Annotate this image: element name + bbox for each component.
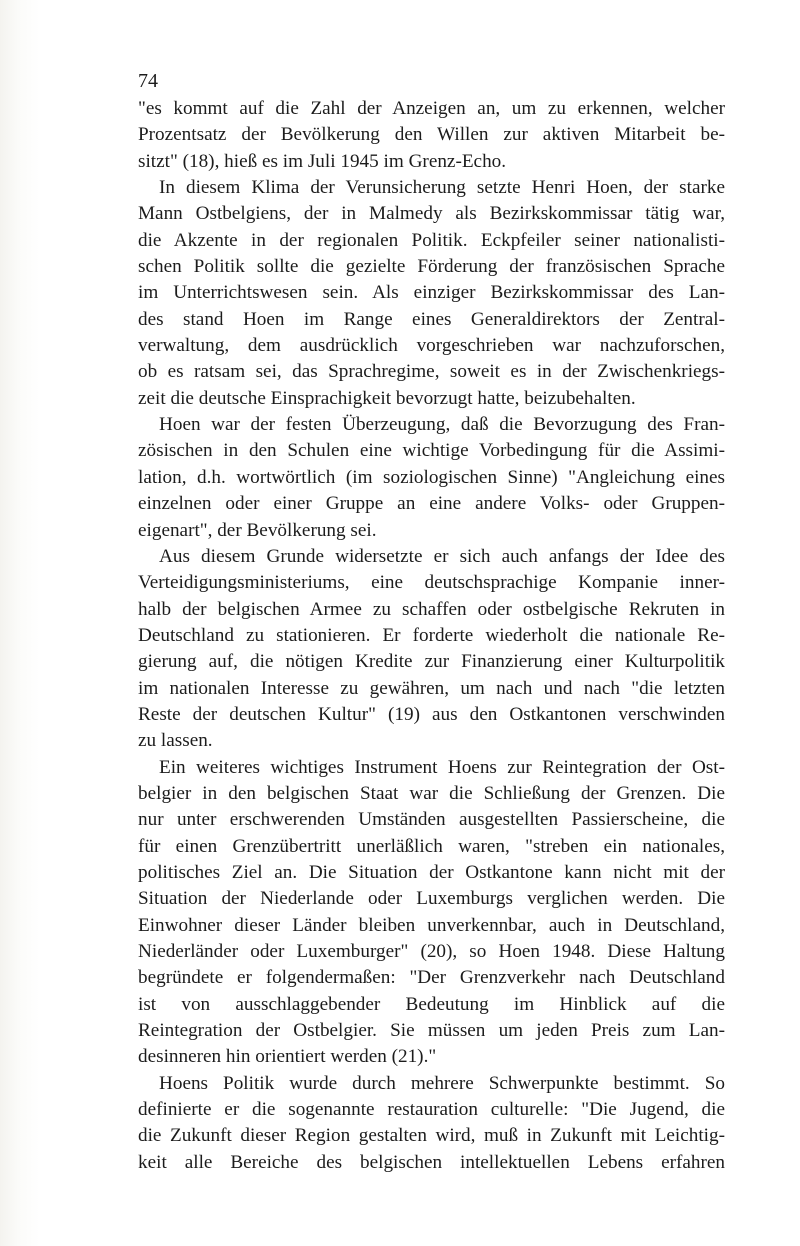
text-line: im Unterrichtswesen sein. Als einziger Bezirkskommissar des Lan- xyxy=(138,282,725,304)
text-line: die Zukunft dieser Region gestalten wird, muß in Zukunft mit Leichtig- xyxy=(138,1125,725,1147)
text-line: Prozentsatz der Bevölkerung den Willen zur aktiven Mitarbeit be- xyxy=(138,124,725,146)
text-line: Deutschland zu stationieren. Er forderte wiederholt die nationale Re- xyxy=(138,624,725,646)
text-line: Verteidigungsministeriums, eine deutschsprachige Kompanie inner- xyxy=(138,572,725,594)
text-line: Aus diesem Grunde widersetzte er sich auch anfangs der Idee des xyxy=(159,545,725,567)
text-line: sitzt" (18), hieß es im Juli 1945 im Grenz-Echo. xyxy=(138,150,507,172)
text-line: verwaltung, dem ausdrücklich vorgeschrieben war nachzuforschen, xyxy=(138,335,725,357)
text-line: ist von ausschlaggebender Bedeutung im Hinblick auf die xyxy=(138,993,725,1015)
text-line: Reintegration der Ostbelgier. Sie müssen um jeden Preis zum Lan- xyxy=(138,1020,725,1042)
text-line: belgier in den belgischen Staat war die Schließung der Grenzen. Die xyxy=(138,782,725,804)
text-line: zösischen in den Schulen eine wichtige Vorbedingung für die Assimi- xyxy=(138,440,725,462)
text-line: In diesem Klima der Verunsicherung setzte Henri Hoen, der starke xyxy=(159,177,725,199)
body-text xyxy=(138,96,725,1176)
text-line: desinneren hin orientiert werden (21)." xyxy=(138,1046,437,1068)
text-line: Hoens Politik wurde durch mehrere Schwerpunkte bestimmt. So xyxy=(159,1072,725,1094)
text-line: Mann Ostbelgiens, der in Malmedy als Bezirkskommissar tätig war, xyxy=(138,203,725,225)
text-line: Hoen war der festen Überzeugung, daß die Bevorzugung des Fran- xyxy=(159,414,725,436)
text-line: "es kommt auf die Zahl der Anzeigen an, um zu erkennen, welcher xyxy=(138,98,725,119)
text-line: des stand Hoen im Range eines Generaldirektors der Zentral- xyxy=(138,308,725,330)
text-line: eigenart", der Bevölkerung sei. xyxy=(138,519,377,541)
text-line: ob es ratsam sei, das Sprachregime, soweit es in der Zwischenkriegs- xyxy=(138,361,725,383)
text-line: einzelnen oder einer Gruppe an eine andere Volks- oder Gruppen- xyxy=(138,493,725,515)
text-line: Situation der Niederlande oder Luxemburgs verglichen werden. Die xyxy=(138,888,725,910)
text-line: lation, d.h. wortwörtlich (im soziologischen Sinne) "Angleichung eines xyxy=(138,466,725,488)
text-line: Einwohner dieser Länder bleiben unverkennbar, auch in Deutschland, xyxy=(138,914,725,936)
text-line: zu lassen. xyxy=(138,730,213,752)
text-line: keit alle Bereiche des belgischen intellektuellen Lebens erfahren xyxy=(138,1151,725,1173)
text-line: schen Politik sollte die gezielte Förderung der französischen Sprache xyxy=(138,256,725,278)
text-line: zeit die deutsche Einsprachigkeit bevorzugt hatte, beizubehalten. xyxy=(138,387,636,409)
page-number: 74 xyxy=(138,70,158,92)
text-line: definierte er die sogenannte restauration culturelle: "Die Jugend, die xyxy=(138,1099,725,1121)
text-line: Reste der deutschen Kultur" (19) aus den Ostkantonen verschwinden xyxy=(138,703,725,725)
text-line: halb der belgischen Armee zu schaffen oder ostbelgische Rekruten in xyxy=(138,598,725,620)
text-line: die Akzente in der regionalen Politik. Eckpfeiler seiner nationalisti- xyxy=(138,229,725,251)
text-line: im nationalen Interesse zu gewähren, um nach und nach "die letzten xyxy=(138,677,725,699)
text-line: begründete er folgendermaßen: "Der Grenzverkehr nach Deutschland xyxy=(138,967,725,989)
text-line: für einen Grenzübertritt unerläßlich waren, "streben ein nationales, xyxy=(138,835,725,857)
text-line: gierung auf, die nötigen Kredite zur Finanzierung einer Kulturpolitik xyxy=(138,651,725,673)
text-line: nur unter erschwerenden Umständen ausgestellten Passierscheine, die xyxy=(138,809,725,831)
text-line: Niederländer oder Luxemburger" (20), so Hoen 1948. Diese Haltung xyxy=(138,941,725,962)
text-line: Ein weiteres wichtiges Instrument Hoens zur Reintegration der Ost- xyxy=(159,756,725,778)
text-line: politisches Ziel an. Die Situation der Ostkantone kann nicht mit der xyxy=(138,861,725,883)
